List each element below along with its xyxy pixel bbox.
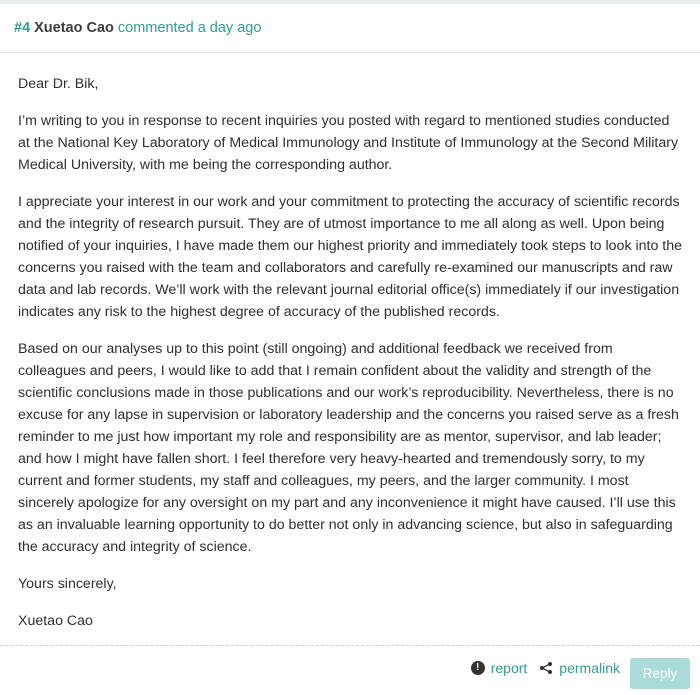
- report-link[interactable]: [471, 660, 528, 676]
- comment-timestamp[interactable]: commented a day ago: [117, 20, 262, 36]
- report-label: report: [490, 660, 528, 676]
- reply-button[interactable]: Reply: [630, 658, 690, 689]
- comment-number[interactable]: #4: [14, 20, 31, 36]
- paragraph-1: I’m writing to you in response to recent inquiries you posted with regard to mentioned studies conducted at the National Key Laboratory of Medical Immunology and Institute of Immunology at the Second Military Medical University, with me being the corresponding author.: [18, 113, 679, 173]
- permalink-link[interactable]: [539, 660, 620, 676]
- comment-header: [0, 4, 700, 53]
- signature: Xuetao Cao: [18, 613, 93, 629]
- paragraph-3: Based on our analyses up to this point (still ongoing) and additional feedback we received from colleagues and peers, I would like to add that I remain confident about the validity and strength of the scientific conclusions made in those publications and our work’s reproducibility. Nevertheless, there is no excuse for any lapse in supervision or laboratory leadership and the concerns you raised serve as a fresh reminder to me just how important my role and responsibility are as mentor, supervisor, and lab leader; and how I might have fallen short. I feel therefore very heavy-hearted and tremendously sorry, to my current and former students, my staff and colleagues, my peers, and the larger community. I most sincerely apologize for any oversight on my part and any inconvenience it might have caused. I’ll use this as an invaluable learning opportunity to do better not only in advancing science, but also in safeguarding the accuracy and integrity of science.: [18, 341, 679, 555]
- permalink-label: permalink: [559, 660, 620, 676]
- comment-body: [0, 53, 700, 632]
- comment-author[interactable]: Xuetao Cao: [34, 20, 114, 36]
- info-circle-icon: !: [471, 661, 485, 675]
- salutation: Dear Dr. Bik,: [18, 76, 99, 92]
- comment-footer: [0, 645, 700, 695]
- share-icon: [539, 661, 553, 675]
- closing: Yours sincerely,: [18, 576, 117, 592]
- paragraph-2: I appreciate your interest in our work and your commitment to protecting the accuracy of scientific records and the integrity of research pursuit. They are of utmost importance to me all along as well. Upon being notified of your inquiries, I have made them our highest priority and immediately took steps to look into the concerns you raised with the team and collaborators and carefully re-examined our manuscripts and raw data and lab records. We’ll work with the relevant journal editorial office(s) immediately if our investigation indicates any risk to the highest degree of accuracy of the published records.: [18, 194, 683, 320]
- comment-actions: [471, 660, 620, 676]
